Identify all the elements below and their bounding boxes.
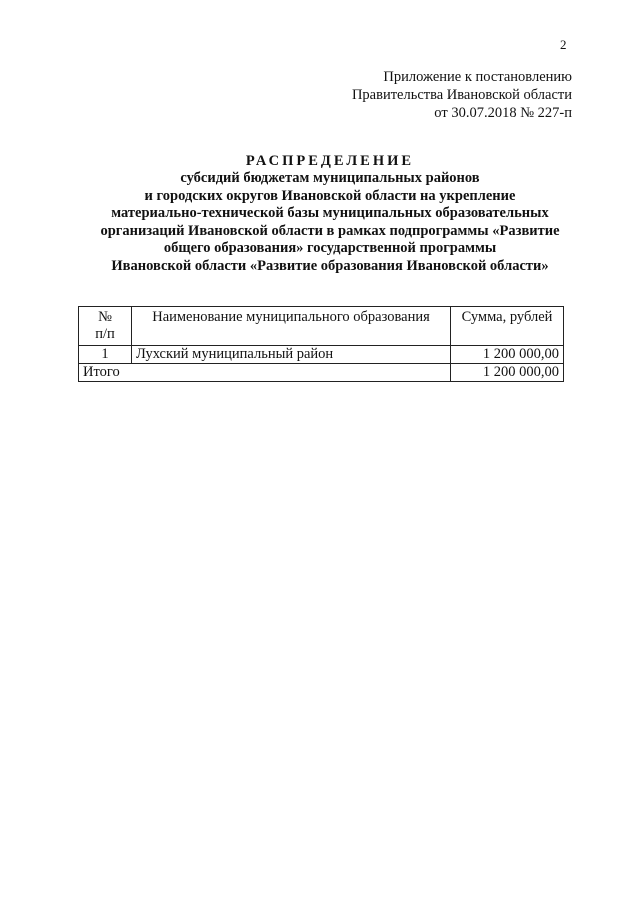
row-sum: 1 200 000,00 [451, 346, 564, 364]
table-row [79, 346, 564, 364]
header-number-line-1: № [98, 309, 112, 325]
row-number: 1 [79, 346, 132, 364]
header-number-line-2: п/п [95, 326, 115, 342]
table-total-row [79, 364, 564, 382]
total-sum: 1 200 000,00 [451, 364, 564, 382]
title-heading: РАСПРЕДЕЛЕНИЕ [245, 153, 415, 169]
appendix-header [352, 68, 572, 122]
appendix-line-1: Приложение к постановлению [383, 69, 572, 85]
title-line-2: и городских округов Ивановской области на укрепление [144, 187, 516, 204]
title-line-3: материально-технической базы муниципальных образовательных [111, 205, 549, 222]
appendix-line-2: Правительства Ивановской области [351, 87, 572, 103]
page-number: 2 [560, 37, 567, 52]
title-line-4: организаций Ивановской области в рамках подпрограммы «Развитие [100, 222, 560, 239]
distribution-table [78, 306, 564, 382]
title-line-5: общего образования» государственной программы [163, 240, 497, 257]
appendix-line-3: от 30.07.2018 № 227-п [434, 105, 572, 121]
header-sum: Сумма, рублей [451, 307, 564, 346]
table-header-row [79, 307, 564, 346]
header-name: Наименование муниципального образования [132, 307, 451, 346]
row-name: Лухский муниципальный район [132, 346, 451, 364]
title-line-6: Ивановской области «Развитие образования Ивановской области» [111, 257, 549, 274]
total-label: Итого [79, 364, 451, 382]
document-title [60, 152, 600, 276]
header-number [79, 307, 132, 346]
title-line-1: субсидий бюджетам муниципальных районов [180, 170, 480, 186]
